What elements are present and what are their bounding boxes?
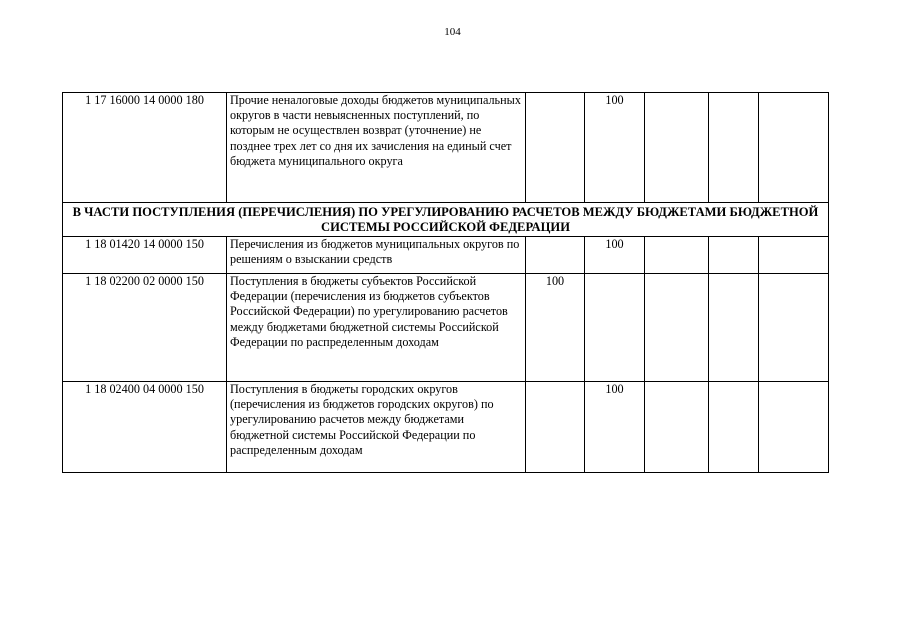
row-value-col7 <box>759 382 829 473</box>
row-value-col7 <box>759 237 829 274</box>
row-value-col4: 100 <box>585 382 645 473</box>
page-number: 104 <box>444 26 461 38</box>
table-row <box>63 237 829 274</box>
row-value-col4 <box>585 274 645 382</box>
row-value-col6 <box>709 274 759 382</box>
row-code: 1 18 02200 02 0000 150 <box>63 274 227 382</box>
row-value-col6 <box>709 237 759 274</box>
row-value-col3: 100 <box>526 274 585 382</box>
row-value-col6 <box>709 382 759 473</box>
row-value-col6 <box>709 93 759 203</box>
row-name: Поступления в бюджеты городских округов (перечисления из бюджетов городских округов) по урегулированию расчетов между бюджетами бюджетной системы Российской Федерации по распределенным доходам <box>227 382 526 473</box>
row-value-col7 <box>759 274 829 382</box>
row-code: 1 18 02400 04 0000 150 <box>63 382 227 473</box>
row-value-col5 <box>645 274 709 382</box>
row-value-col7 <box>759 93 829 203</box>
table-row <box>63 382 829 473</box>
row-code: 1 17 16000 14 0000 180 <box>63 93 227 203</box>
row-value-col5 <box>645 237 709 274</box>
row-name: Поступления в бюджеты субъектов Российской Федерации (перечисления из бюджетов субъектов Российской Федерации) по урегулированию расчетов между бюджетами бюджетной системы Российской Федерации по распределенным доходам <box>227 274 526 382</box>
row-name: Прочие неналоговые доходы бюджетов муниципальных округов в части невыясненных поступлений, по которым не осуществлен возврат (уточнение) не позднее трех лет со дня их зачисления на единый счет бюджета муниципального округа <box>227 93 526 203</box>
row-value-col3 <box>526 382 585 473</box>
row-value-col3 <box>526 237 585 274</box>
table-row <box>63 93 829 203</box>
row-value-col4: 100 <box>585 93 645 203</box>
row-value-col5 <box>645 93 709 203</box>
table-row <box>63 274 829 382</box>
row-value-col5 <box>645 382 709 473</box>
row-value-col4: 100 <box>585 237 645 274</box>
row-code: 1 18 01420 14 0000 150 <box>63 237 227 274</box>
revenue-table <box>62 92 829 473</box>
row-name: Перечисления из бюджетов муниципальных округов по решениям о взыскании средств <box>227 237 526 274</box>
section-heading: В ЧАСТИ ПОСТУПЛЕНИЯ (ПЕРЕЧИСЛЕНИЯ) ПО УРЕГУЛИРОВАНИЮ РАСЧЕТОВ МЕЖДУ БЮДЖЕТАМИ БЮДЖЕТНОЙ СИСТЕМЫ РОССИЙСКОЙ ФЕДЕРАЦИИ <box>63 203 829 237</box>
section-heading-row <box>63 203 829 237</box>
row-value-col3 <box>526 93 585 203</box>
